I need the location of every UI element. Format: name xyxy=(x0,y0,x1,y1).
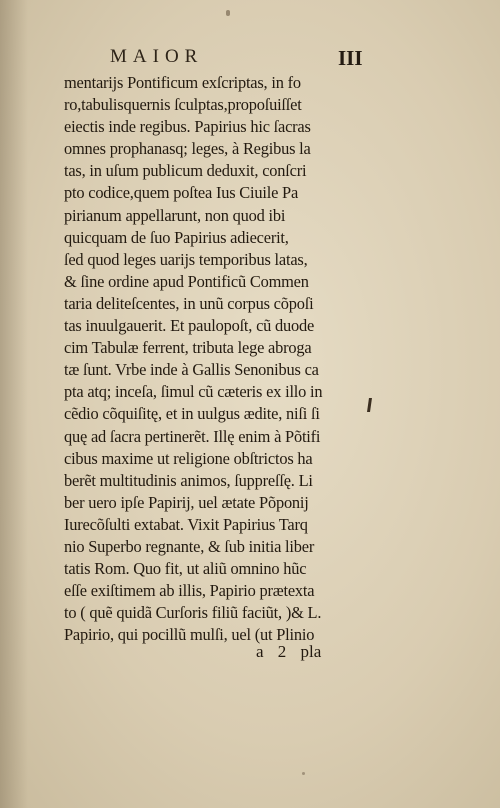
text-line: mentarijs Pontificum exſcriptas, in fo xyxy=(64,73,301,92)
text-line: tæ ſunt. Vrbe inde à Gallis Senonibus ca xyxy=(64,360,319,380)
text-line: eſſe exiſtimem ab illis, Papirio prætexta xyxy=(64,581,315,601)
folio-number: III xyxy=(338,46,363,70)
text-line: pirianum appellarunt, non quod ibi xyxy=(64,205,286,225)
text-line: cibus maxime ut religione obſtrictos ha xyxy=(64,448,313,468)
text-line: berẽt multitudinis animos, ſuppreſſę. Li xyxy=(64,470,313,490)
text-line: omnes prophanasq; leges, à Regibus la xyxy=(64,139,311,159)
text-line: ſed quod leges uarijs temporibus latas, xyxy=(64,249,308,269)
text-line: & ſine ordine apud Pontificũ Commen xyxy=(64,271,309,291)
body-text xyxy=(64,72,364,646)
text-line: eiectis inde regibus. Papirius hic ſacras xyxy=(64,117,311,137)
text-line: quicquam de ſuo Papirius adiecerit, xyxy=(64,227,289,247)
running-head: MAIOR xyxy=(110,46,204,67)
text-line: Papirio, qui pocillũ mulſi, uel (ut Plinio xyxy=(64,625,315,645)
text-line: nio Superbo regnante, & ſub initia liber xyxy=(64,536,315,556)
text-line: taria deliteſcentes, in unũ corpus cõpoſi xyxy=(64,293,314,313)
text-line: cim Tabulæ ferrent, tributa lege abroga xyxy=(64,338,312,358)
text-line: tas inuulgauerit. Et paulopoſt, cũ duode xyxy=(64,316,315,336)
catchword: a 2 pla xyxy=(256,642,322,661)
ink-speck xyxy=(226,10,230,16)
text-line: Iurecõſulti extabat. Vixit Papirius Tarq xyxy=(64,514,308,534)
margin-mark xyxy=(367,398,372,412)
gutter-shadow xyxy=(0,0,28,808)
text-line: tas, in uſum publicum deduxit, conſcri xyxy=(64,161,307,181)
text-line: ber uero ipſe Papirij, uel ætate Põponij xyxy=(64,492,309,512)
text-line: to ( quẽ quidã Curſoris filiũ faciũt, )& L. xyxy=(64,603,322,623)
text-line: pto codice,quem poſtea Ius Ciuile Pa xyxy=(64,183,299,203)
text-line: quę ad ſacra pertinerẽt. Illę enim à Põtifi xyxy=(64,426,321,446)
ink-speck xyxy=(302,772,305,775)
text-line: ro,tabulisquernis ſculptas,propoſuiſſet xyxy=(64,95,302,115)
text-line: pta atq; inceſa, ſimul cũ cæteris ex illo in xyxy=(64,382,323,402)
text-line: tatis Rom. Quo fit, ut aliũ omnino hũc xyxy=(64,559,307,579)
text-line: cẽdio cõquiſitę, et in uulgus ædite, niſi ſi xyxy=(64,404,320,424)
